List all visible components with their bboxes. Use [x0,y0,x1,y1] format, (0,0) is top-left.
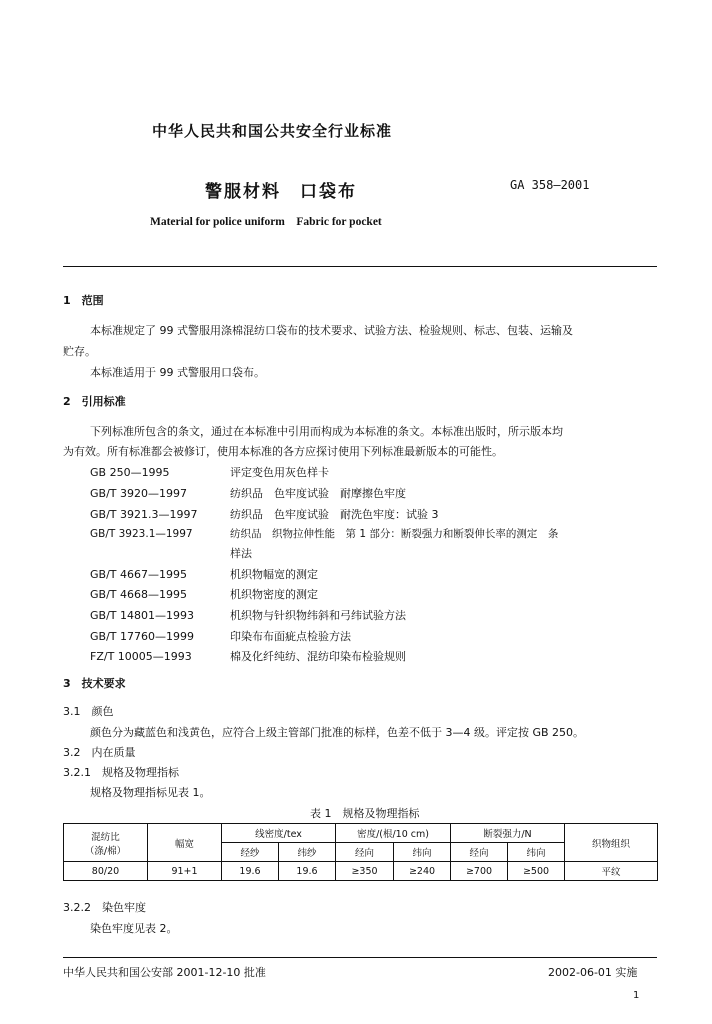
section-3-2-1-para: 规格及物理指标见表 1。 [90,786,211,799]
section-1-title: 1 范围 [63,294,104,307]
cell-width: 91+1 [148,862,222,881]
header-linear-density: 线密度/tex [222,824,336,843]
reference-item: GB/T 4668—1995 机织物密度的测定 [90,588,318,601]
header-weave: 织物组织 [565,824,658,862]
cell-weave: 平纹 [565,862,658,881]
header-density: 密度/(根/10 cm) [336,824,451,843]
table-row [64,862,658,881]
section-1-para-1a: 本标准规定了 99 式警服用涤棉混纺口袋布的技术要求、试验方法、检验规则、标志、包装、运输及 [90,324,573,337]
cell-density-weft: ≥240 [394,862,451,881]
reference-item: 样法 [230,547,252,560]
cell-blend: 80/20 [64,862,148,881]
effective-date: 2002-06-01 实施 [548,966,638,979]
header-rule [63,266,657,267]
reference-item: GB/T 4667—1995 机织物幅宽的测定 [90,568,318,581]
table-header-row [64,824,658,843]
reference-item: GB/T 17760—1999 印染布布面疵点检验方法 [90,630,351,643]
header-blend: 混纺比 （涤/棉） [64,824,148,862]
standard-category-header: 中华人民共和国公共安全行业标准 [152,122,393,140]
header-strength-warp: 经向 [451,843,508,862]
table-1-caption: 表 1 规格及物理指标 [310,807,420,820]
section-3-2-2-title: 3.2.2 染色牢度 [63,901,146,914]
cell-warp-yarn: 19.6 [222,862,279,881]
section-1-para-1b: 贮存。 [63,345,96,358]
header-density-weft: 纬向 [394,843,451,862]
cell-density-warp: ≥350 [336,862,394,881]
standard-code: GA 358—2001 [510,178,590,192]
section-1-para-2: 本标准适用于 99 式警服用口袋布。 [90,366,265,379]
header-strength: 断裂强力/N [451,824,565,843]
cell-strength-warp: ≥700 [451,862,508,881]
section-3-1-para: 颜色分为藏蓝色和浅黄色，应符合上级主管部门批准的标样，色差不低于 3—4 级。评定按 GB 250。 [90,726,585,739]
section-3-1-title: 3.1 颜色 [63,705,114,718]
section-2-title: 2 引用标准 [63,395,126,408]
cell-weft-yarn: 19.6 [279,862,336,881]
page-number: 1 [633,990,640,1001]
reference-item: GB/T 3921.3—1997 纺织品 色牢度试验 耐洗色牢度：试验 3 [90,508,439,521]
reference-item: GB/T 3923.1—1997 纺织品 织物拉伸性能 第 1 部分：断裂强力和断裂伸长率的测定 条 [90,528,559,540]
reference-item: GB 250—1995 评定变色用灰色样卡 [90,466,329,479]
section-3-2-2-para: 染色牢度见表 2。 [90,922,178,935]
section-2-para-b: 为有效。所有标准都会被修订，使用本标准的各方应探讨使用下列标准最新版本的可能性。 [63,445,503,458]
section-2-para-a: 下列标准所包含的条文，通过在本标准中引用而构成为本标准的条文。本标准出版时，所示版本均 [90,425,563,438]
section-3-2-title: 3.2 内在质量 [63,746,136,759]
header-warp-yarn: 经纱 [222,843,279,862]
reference-item: GB/T 14801—1993 机织物与针织物纬斜和弓纬试验方法 [90,609,406,622]
english-title: Material for police uniform Fabric for pocket [150,216,382,228]
reference-item: FZ/T 10005—1993 棉及化纤纯纺、混纺印染布检验规则 [90,650,406,663]
section-3-2-1-title: 3.2.1 规格及物理指标 [63,766,179,779]
document-title: 警服材料 口袋布 [205,182,357,202]
footer-rule [63,957,657,958]
header-strength-weft: 纬向 [508,843,565,862]
header-density-warp: 经向 [336,843,394,862]
table-1 [63,823,658,881]
header-width: 幅宽 [148,824,222,862]
approval-info: 中华人民共和国公安部 2001-12-10 批准 [63,966,266,979]
section-3-title: 3 技术要求 [63,677,126,690]
reference-item: GB/T 3920—1997 纺织品 色牢度试验 耐摩擦色牢度 [90,487,406,500]
header-weft-yarn: 纬纱 [279,843,336,862]
cell-strength-weft: ≥500 [508,862,565,881]
